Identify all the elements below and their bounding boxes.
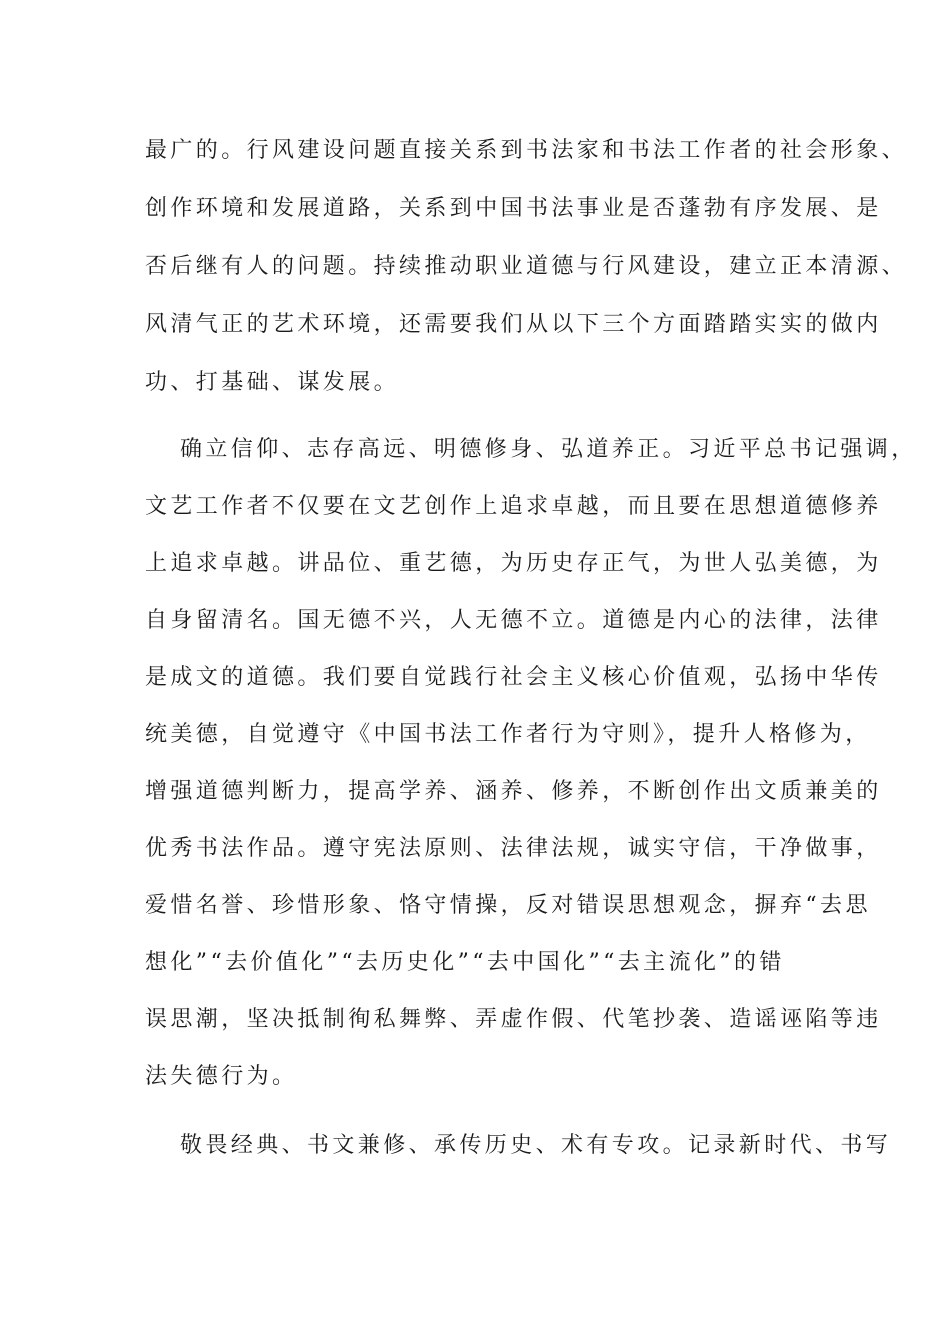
text-line: 否后继有人的问题。持续推动职业道德与行风建设，建立正本清源、 bbox=[145, 254, 908, 279]
text-line: 自身留清名。国无德不兴，人无德不立。道德是内心的法律，法律 bbox=[145, 608, 882, 633]
text-line: 最广的。行风建设问题直接关系到书法家和书法工作者的社会形象、 bbox=[145, 138, 908, 163]
text-line: 统美德，自觉遵守《中国书法工作者行为守则》，提升人格修为， bbox=[145, 722, 871, 747]
text-line: 上追求卓越。讲品位、重艺德，为历史存正气，为世人弘美德，为 bbox=[145, 551, 882, 576]
text-line: 是成文的道德。我们要自觉践行社会主义核心价值观，弘扬中华传 bbox=[145, 665, 882, 690]
text-line: 确立信仰、志存高远、明德修身、弘道养正。习近平总书记强调， bbox=[180, 437, 917, 462]
text-line: 功、打基础、谋发展。 bbox=[145, 370, 400, 395]
text-line: 敬畏经典、书文兼修、承传历史、术有专攻。记录新时代、书写 bbox=[180, 1133, 892, 1158]
text-line: 想化”“去价值化”“去历史化”“去中国化”“去主流化”的错 bbox=[145, 950, 785, 975]
text-line: 误思潮，坚决抵制徇私舞弊、弄虚作假、代笔抄袭、造谣诬陷等违 bbox=[145, 1007, 882, 1032]
text-line: 风清气正的艺术环境，还需要我们从以下三个方面踏踏实实的做内 bbox=[145, 312, 882, 337]
text-line: 优秀书法作品。遵守宪法原则、法律法规，诚实守信，干净做事， bbox=[145, 836, 882, 861]
text-line: 增强道德判断力，提高学养、涵养、修养，不断创作出文质兼美的 bbox=[145, 779, 882, 804]
text-line: 创作环境和发展道路，关系到中国书法事业是否蓬勃有序发展、是 bbox=[145, 196, 882, 221]
text-line: 文艺工作者不仅要在文艺创作上追求卓越，而且要在思想道德修养 bbox=[145, 494, 882, 519]
text-line: 法失德行为。 bbox=[145, 1064, 298, 1089]
text-line: 爱惜名誉、珍惜形象、恪守情操，反对错误思想观念，摒弃“去思 bbox=[145, 893, 871, 918]
